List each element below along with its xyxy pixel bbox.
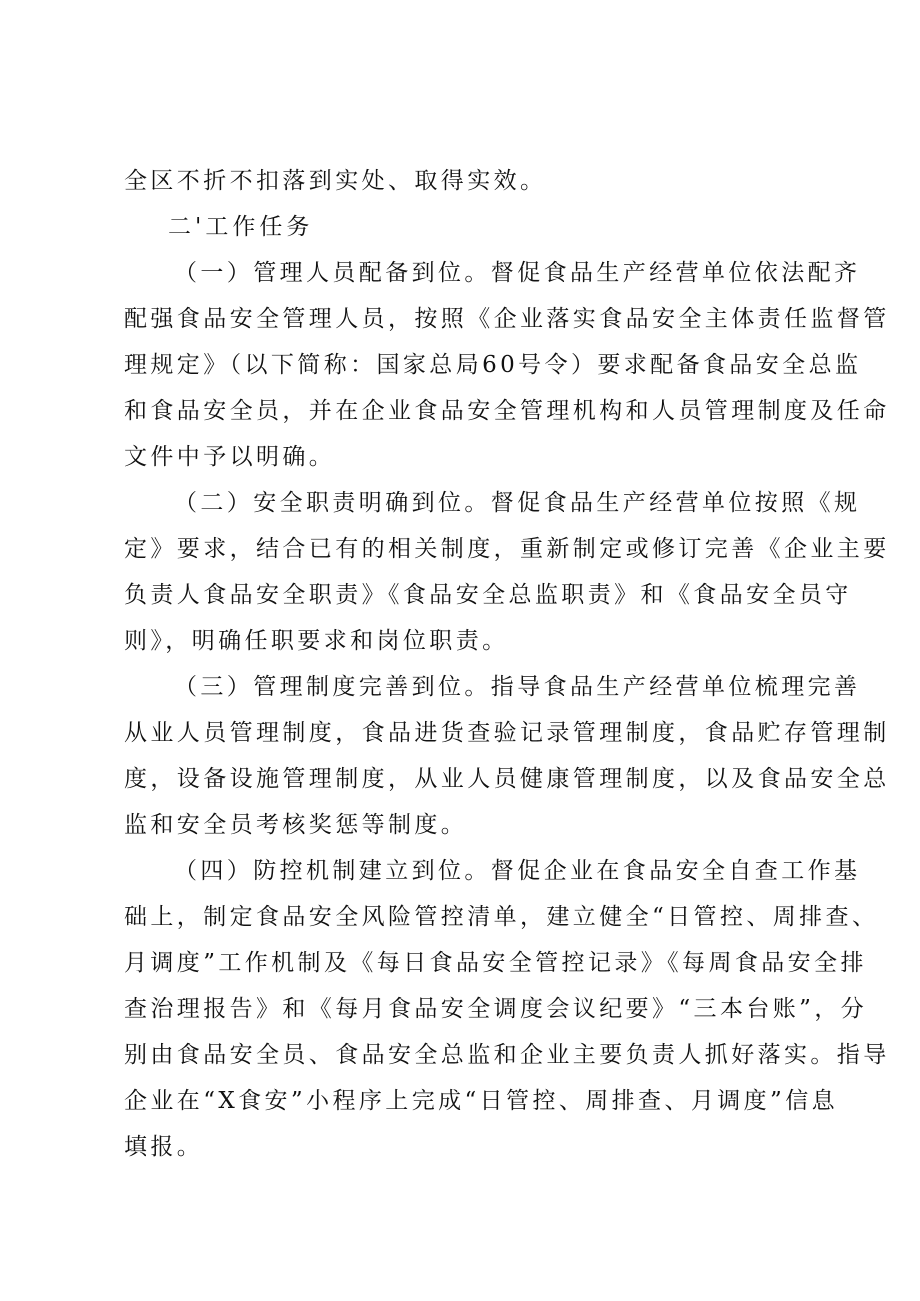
text-line: 监和安全员考核奖惩等制度。 xyxy=(124,812,468,838)
text-line: 文件中予以明确。 xyxy=(124,444,336,470)
paragraph-4-start: （四）防控机制建立到位。督促企业在食品安全自查工作基 xyxy=(174,858,861,884)
text-line: 配强食品安全管理人员，按照《企业落实食品安全主体责任监督管 xyxy=(124,306,890,332)
text-line: 理规定》（以下简称：国家总局60号令）要求配备食品安全总监 xyxy=(124,352,862,378)
paragraph-1-start: （一）管理人员配备到位。督促食品生产经营单位依法配齐 xyxy=(174,260,861,286)
section-heading: 二'工作任务 xyxy=(168,214,314,240)
text-line: 定》要求，结合已有的相关制度，重新制定或修订完善《企业主要 xyxy=(124,536,890,562)
text-line: 全区不折不扣落到实处、取得实效。 xyxy=(124,168,547,194)
text-line: 查治理报告》和《每月食品安全调度会议纪要》“三本台账”，分 xyxy=(124,996,868,1022)
text-line: 企业在“X食安”小程序上完成“日管控、周排查、月调度”信息 xyxy=(124,1088,839,1114)
text-line: 础上，制定食品安全风险管控清单，建立健全“日管控、周排查、 xyxy=(124,904,879,930)
text-line: 和食品安全员，并在企业食品安全管理机构和人员管理制度及任命 xyxy=(124,398,890,424)
text-line: 别由食品安全员、食品安全总监和企业主要负责人抓好落实。指导 xyxy=(124,1042,890,1068)
text-line: 月调度”工作机制及《每日食品安全管控记录》《每周食品安全排 xyxy=(124,950,867,976)
text-line: 填报。 xyxy=(124,1134,204,1160)
text-line: 负责人食品安全职责》《食品安全总监职责》和《食品安全员守 xyxy=(124,582,852,608)
document-body xyxy=(124,165,890,1177)
text-line: 则》，明确任职要求和岗位职责。 xyxy=(124,628,509,654)
text-line: 从业人员管理制度，食品进货查验记录管理制度，食品贮存管理制 xyxy=(124,720,890,746)
paragraph-2-start: （二）安全职责明确到位。督促食品生产经营单位按照《规 xyxy=(174,490,861,516)
text-line: 度，设备设施管理制度，从业人员健康管理制度，以及食品安全总 xyxy=(124,766,890,792)
paragraph-3-start: （三）管理制度完善到位。指导食品生产经营单位梳理完善 xyxy=(174,674,861,700)
